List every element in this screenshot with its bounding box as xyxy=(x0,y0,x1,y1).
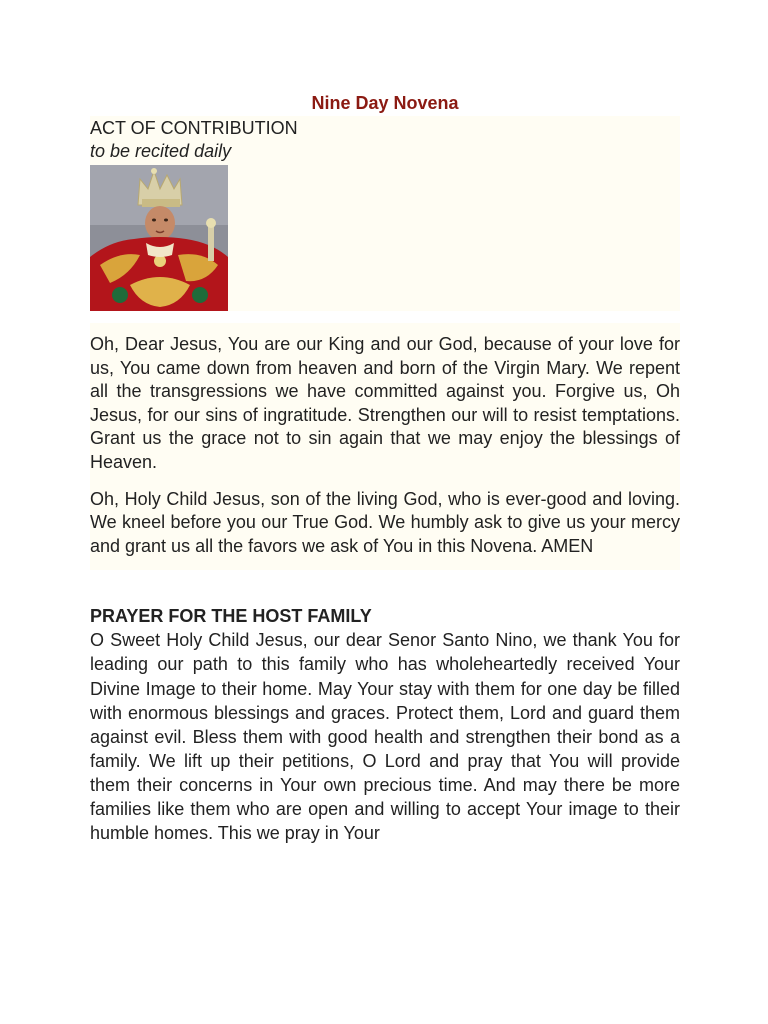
document-page xyxy=(90,90,680,845)
prayer-heading: PRAYER FOR THE HOST FAMILY xyxy=(90,606,372,627)
prayer-body-block xyxy=(90,323,680,570)
act-of-contribution-paragraph: Oh, Dear Jesus, You are our King and our God, because of your love for us, You came down from heaven and born of the Virgin Mary. We repent all the transgressions we have committed against you. Forgive us, Oh Jesus, for our sins of ingratitude. Strengthen our will to resist temptations. Grant us the grace not to sin again that we may enjoy the blessings of Heaven. xyxy=(90,334,680,472)
document-title: Nine Day Novena xyxy=(311,93,459,113)
host-family-prayer: O Sweet Holy Child Jesus, our dear Senor Santo Nino, we thank You for leading our path to this family who has wholeheartedly received Your Divine Image to their home. May Your stay with them for one day be filled with enormous blessings and graces. Protect them, Lord and guard them against evil. Bless them with good health and strengthen their bond as a family. We lift up their petitions, O Lord and pray that You will provide them their concerns in Your own precious time. And may there be more families like them who are open and willing to accept Your image to their humble homes. This we pray in Your xyxy=(90,630,680,844)
santo-nino-image xyxy=(90,165,228,311)
act-of-contribution-paragraph: Oh, Holy Child Jesus, son of the living God, who is ever-good and loving. We kneel before you our True God. We humbly ask to give us your mercy and grant us all the favors we ask of You in this Novena. AMEN xyxy=(90,488,680,556)
section-heading: ACT OF CONTRIBUTION xyxy=(90,118,298,138)
section-heading-block xyxy=(90,116,680,165)
image-block xyxy=(90,165,680,311)
section-subheading: to be recited daily xyxy=(90,141,232,161)
